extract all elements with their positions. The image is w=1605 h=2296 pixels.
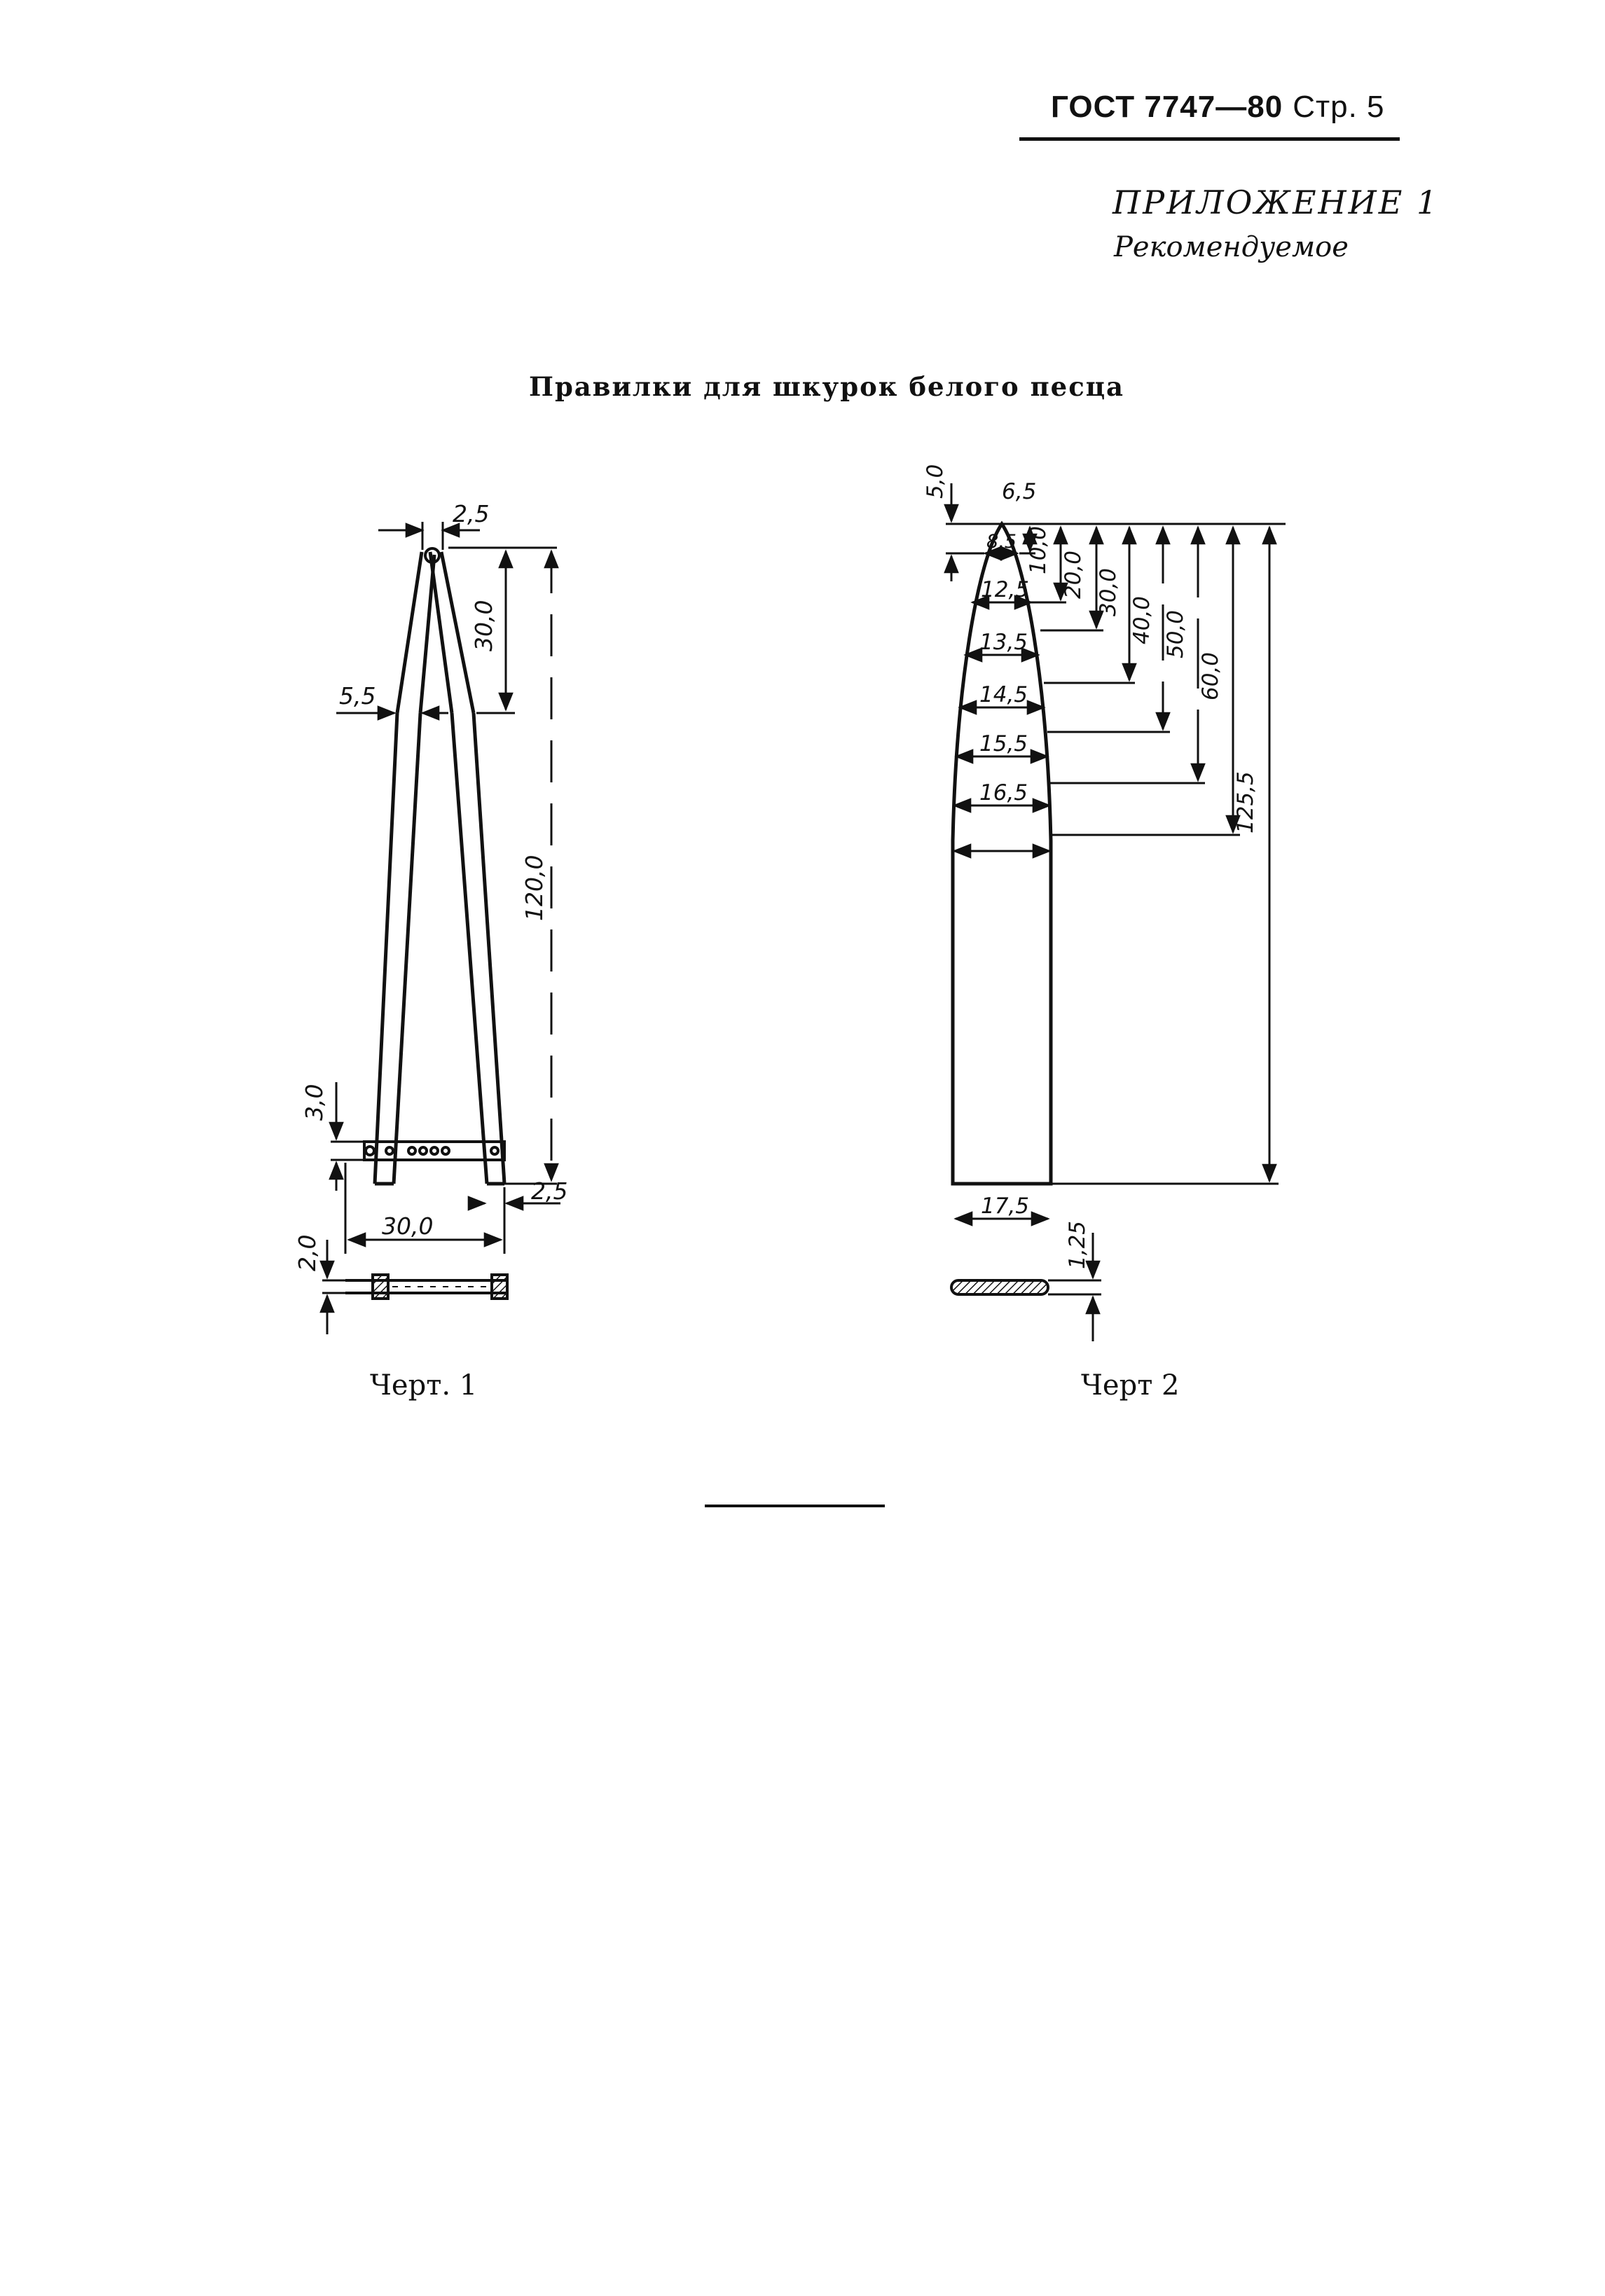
dim-width-5: 15,5 (979, 731, 1028, 756)
figure-2-width-dimensions (954, 524, 1049, 1219)
dim-width-2: 12,5 (981, 577, 1030, 602)
dim-depth-4: 40,0 (1129, 595, 1155, 644)
dim-base-width: 30,0 (382, 1212, 434, 1240)
dim-depth-6: 60,0 (1198, 651, 1223, 700)
dim-width-6: 16,5 (979, 780, 1028, 805)
dim-thickness: 1,25 (1065, 1220, 1090, 1269)
dim-bar-thickness: 2,0 (294, 1234, 321, 1271)
page-number: Стр. 5 (1293, 90, 1385, 124)
dim-width-3: 13,5 (979, 630, 1028, 655)
dim-depth-5: 50,0 (1163, 609, 1188, 658)
dim-width-4: 14,5 (979, 682, 1028, 707)
dim-top-gap: 2,5 (453, 500, 490, 527)
end-rule (705, 1505, 885, 1507)
dim-taper-length: 30,0 (470, 600, 497, 651)
dim-depth-1: 10,0 (1026, 525, 1051, 574)
figure-2-side-view (951, 1280, 1048, 1294)
dim-base-width-2: 17,5 (981, 1194, 1030, 1219)
dim-arm-width: 5,5 (339, 682, 376, 710)
dim-bottom-gap: 2,5 (531, 1177, 568, 1205)
dim-width-1: 8,5 (986, 531, 1017, 553)
dim-tip-width: 6,5 (1002, 479, 1037, 504)
figure-1-caption: Черт. 1 (370, 1369, 478, 1402)
document-title: Правилки для шкурок белого песца (529, 371, 1125, 402)
figure-1-left-arm (375, 552, 434, 1184)
standard-code: ГОСТ 7747—80 (1051, 90, 1283, 124)
figure-2-outline (953, 524, 1051, 1184)
dim-depth-2: 20,0 (1061, 550, 1086, 599)
dim-bar-offset: 3,0 (301, 1084, 328, 1121)
figure-2-dimension-labels (923, 464, 1258, 1269)
dim-depth-3: 30,0 (1096, 567, 1121, 616)
dim-total-length: 120,0 (521, 855, 548, 921)
dim-tip-height: 5,0 (923, 464, 948, 499)
figure-1-side-view (345, 1275, 508, 1299)
figure-2-caption: Черт 2 (1081, 1369, 1180, 1402)
figure-1-drawing (345, 548, 508, 1299)
appendix-title: ПРИЛОЖЕНИЕ 1 (1113, 184, 1440, 221)
dim-total-length-2: 125,5 (1233, 771, 1258, 834)
appendix-status: Рекомендуемое (1114, 231, 1349, 263)
